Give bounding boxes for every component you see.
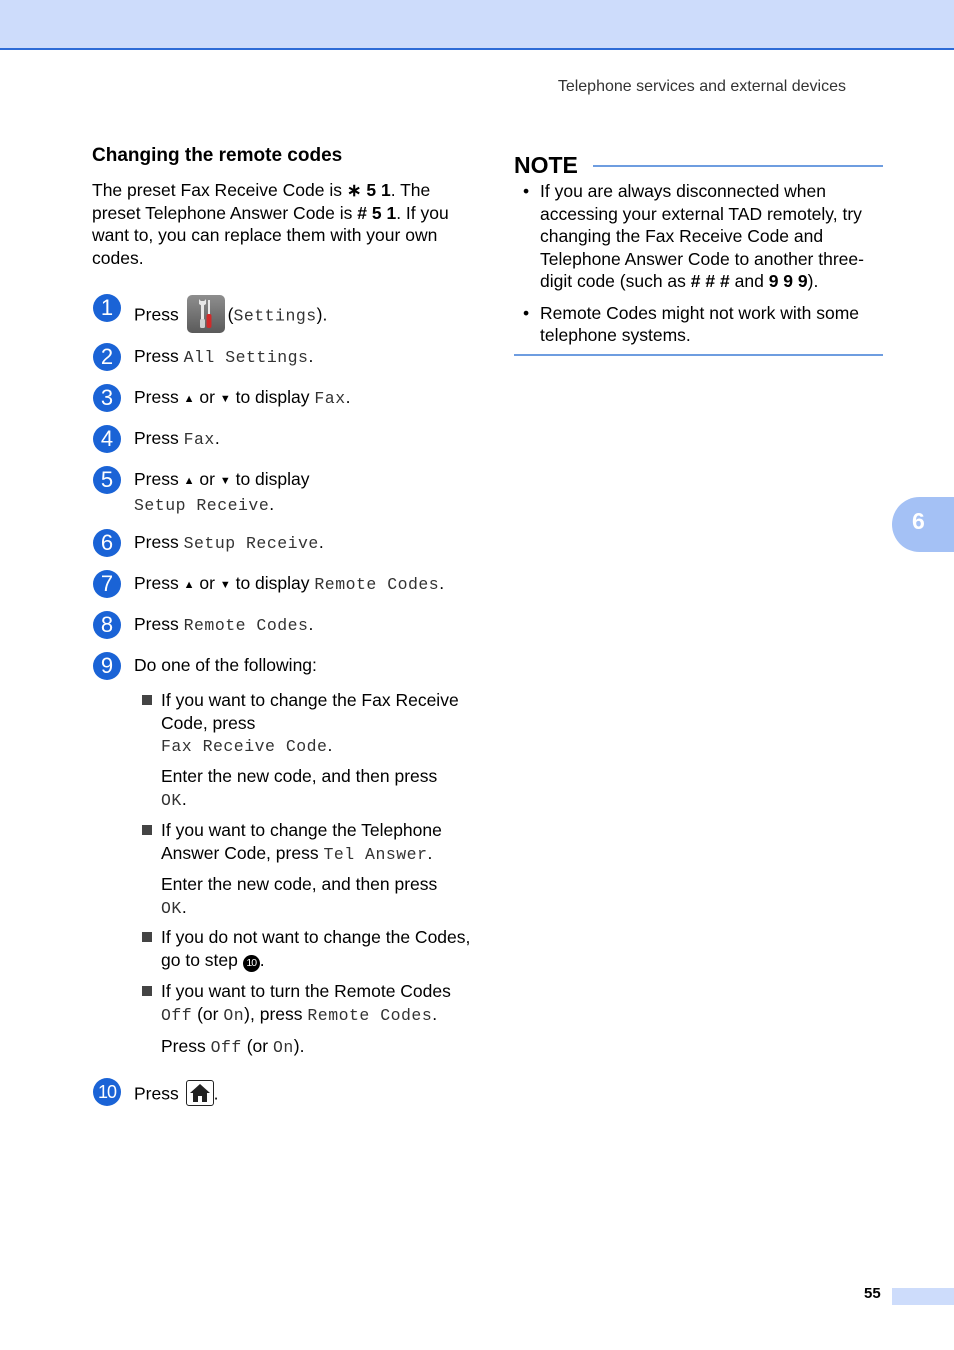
- on-label: On: [272, 1038, 294, 1057]
- period: .: [259, 949, 265, 970]
- step-number-10: 10: [93, 1078, 121, 1106]
- option-text: If you want to change the Fax Receive Code, press: [161, 690, 459, 733]
- period: .: [432, 1003, 438, 1024]
- press-label: Press: [161, 1036, 206, 1056]
- code-hash: # # #: [690, 271, 730, 291]
- paren-open: (: [227, 304, 234, 325]
- off-label: Off: [161, 1005, 193, 1025]
- tel-answer-label: Tel Answer: [323, 844, 428, 864]
- note-item-compatibility: [514, 302, 883, 347]
- setup-receive-label: Setup Receive: [134, 496, 270, 515]
- chapter-number: 6: [912, 508, 925, 534]
- step-number-9: 9: [93, 652, 121, 680]
- press-label: Press: [134, 614, 179, 634]
- step-5-text: [134, 468, 474, 517]
- fax-receive-code-default: ∗ 5 1: [346, 180, 391, 200]
- square-bullet-icon: [142, 932, 152, 942]
- remote-codes-label: Remote Codes: [314, 575, 440, 594]
- square-bullet-icon: [142, 986, 152, 996]
- period: .: [427, 842, 433, 863]
- press-label: Press: [134, 428, 179, 448]
- option-2-enter-code: [161, 873, 471, 920]
- ok-label: OK: [161, 790, 182, 810]
- setup-receive-label: Setup Receive: [183, 534, 319, 553]
- enter-code-text: Enter the new code, and then press: [161, 874, 438, 894]
- on-label: On: [223, 1005, 245, 1025]
- step-2-text: [134, 345, 474, 369]
- period: .: [327, 735, 333, 755]
- press-label: Press: [134, 304, 179, 325]
- period: .: [269, 494, 275, 514]
- to-display-label: to display: [235, 573, 310, 593]
- fax-receive-code-label: Fax Receive Code: [161, 737, 328, 756]
- note-text: If you are always disconnected when accessing your external TAD remotely, try changing the Fax Receive Code and Telephone Answer Code to another three-digit code (such as: [540, 181, 864, 291]
- press-label: Press: [134, 387, 179, 407]
- option-text: If you do not want to change the Codes, go to step: [161, 927, 471, 970]
- step-number-4: 4: [93, 425, 121, 453]
- running-header: Telephone services and external devices: [557, 78, 846, 95]
- step-1-text: [134, 297, 474, 335]
- settings-tools-icon: [187, 295, 225, 333]
- down-arrow-icon: ▼: [219, 579, 231, 591]
- step-number-6: 6: [93, 529, 121, 557]
- step-7-text: [134, 572, 474, 597]
- period: .: [181, 896, 187, 917]
- up-arrow-icon: ▲: [183, 475, 195, 487]
- period: .: [181, 788, 187, 809]
- note-box: [514, 150, 883, 356]
- step-6-text: [134, 531, 474, 555]
- section-title: Changing the remote codes: [92, 145, 343, 166]
- enter-code-text: Enter the new code, and then press: [161, 766, 438, 786]
- to-display-label: to display: [235, 469, 310, 489]
- ok-label: OK: [161, 898, 182, 918]
- paren-close: ).: [316, 304, 328, 325]
- paren-close: ).: [807, 271, 819, 291]
- press-label: Press: [134, 532, 179, 552]
- press-label: Press: [134, 469, 179, 489]
- period: .: [439, 573, 445, 593]
- step-4-text: [134, 427, 474, 451]
- paren-close: ).: [293, 1036, 305, 1056]
- settings-label: Settings: [233, 306, 317, 326]
- remote-codes-label: Remote Codes: [183, 616, 309, 635]
- or-label: or: [199, 573, 215, 593]
- page-number: 55: [864, 1285, 881, 1302]
- press-label: Press: [134, 573, 179, 593]
- press-label: Press: [134, 346, 179, 366]
- press-label: ), press: [244, 1003, 303, 1024]
- note-bottom-rule: [514, 354, 883, 356]
- tel-answer-code-default: # 5 1: [357, 202, 397, 223]
- note-title: NOTE: [514, 152, 578, 178]
- step-8-text: [134, 613, 474, 637]
- step-number-2: 2: [93, 343, 121, 371]
- option-text: If you want to change the Telephone Answer Code, press: [161, 820, 442, 863]
- or-label: (or: [197, 1003, 219, 1024]
- home-icon: [186, 1080, 214, 1106]
- period: .: [213, 1083, 219, 1104]
- intro-paragraph: [92, 179, 467, 269]
- to-display-label: to display: [235, 387, 310, 407]
- period: .: [318, 532, 324, 552]
- note-top-rule: [593, 165, 883, 167]
- step-10-text: [134, 1082, 474, 1108]
- all-settings-label: All Settings: [183, 348, 309, 367]
- period: .: [308, 346, 314, 366]
- fax-label: Fax: [183, 430, 215, 449]
- down-arrow-icon: ▼: [219, 475, 231, 487]
- top-header-band: [0, 0, 954, 50]
- period: .: [214, 428, 220, 448]
- square-bullet-icon: [142, 825, 152, 835]
- option-1-enter-code: [161, 765, 471, 812]
- or-label: or: [199, 387, 215, 407]
- code-999: 9 9 9: [768, 271, 808, 291]
- down-arrow-icon: ▼: [219, 393, 231, 405]
- note-text: Remote Codes might not work with some telephone systems.: [540, 302, 860, 345]
- step-9-text: Do one of the following:: [134, 655, 317, 675]
- chapter-tab: [892, 497, 954, 552]
- step-ref-10: 10: [243, 955, 260, 972]
- up-arrow-icon: ▲: [183, 579, 195, 591]
- up-arrow-icon: ▲: [183, 393, 195, 405]
- press-label: Press: [134, 1083, 179, 1104]
- period: .: [345, 387, 351, 407]
- intro-text-3: . If you want to, you can replace them with your own codes.: [92, 202, 449, 268]
- intro-text-2: . The preset Telephone Answer Code is: [92, 180, 431, 223]
- bullet-dot-icon: •: [523, 181, 530, 201]
- period: .: [308, 614, 314, 634]
- footer-bar: [892, 1288, 954, 1305]
- or-label: or: [199, 469, 215, 489]
- bullet-dot-icon: •: [523, 302, 530, 323]
- and-label: and: [734, 271, 764, 291]
- option-4-press-off-on: [161, 1035, 471, 1060]
- remote-codes-label: Remote Codes: [307, 1005, 433, 1025]
- step-number-8: 8: [93, 611, 121, 639]
- step-number-5: 5: [93, 466, 121, 494]
- note-item-disconnected: [514, 180, 883, 293]
- intro-text-1: The preset Fax Receive Code is: [92, 180, 347, 200]
- step-3-text: [134, 386, 474, 411]
- off-label: Off: [210, 1038, 242, 1057]
- step-number-3: 3: [93, 384, 121, 412]
- step-number-7: 7: [93, 570, 121, 598]
- option-text: If you want to turn the Remote Codes: [161, 981, 451, 1001]
- or-label: (or: [246, 1036, 269, 1056]
- square-bullet-icon: [142, 695, 152, 705]
- step-number-1: 1: [93, 294, 121, 322]
- fax-label: Fax: [314, 389, 346, 408]
